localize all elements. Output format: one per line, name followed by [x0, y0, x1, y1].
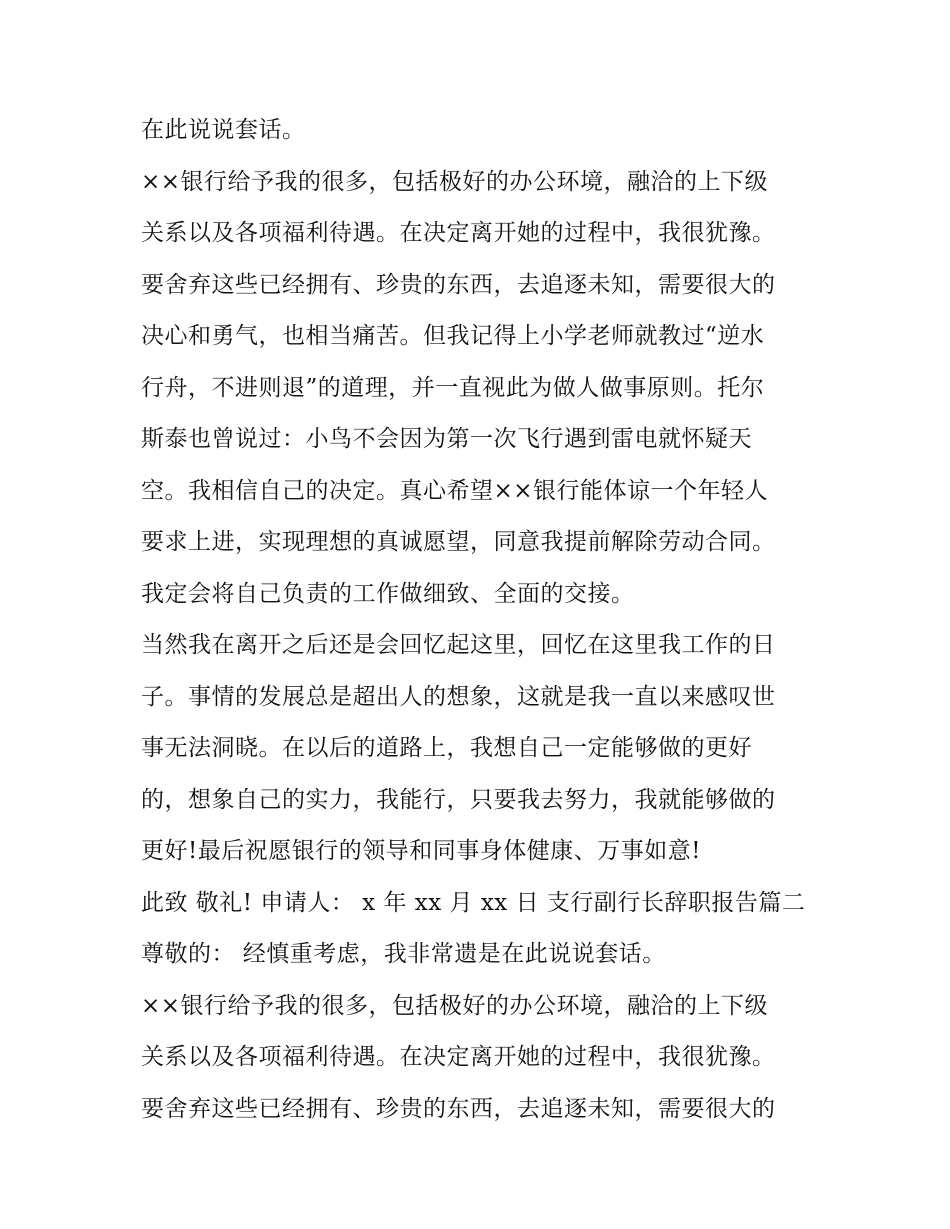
text-line: 事无法洞晓。在以后的道路上，我想自己一定能够做的更好	[141, 735, 752, 761]
text-line: 子。事情的发展总是超出人的想象，这就是我一直以来感叹世	[141, 683, 776, 710]
text-line: 此致 敬礼! 申请人： x 年 xx 月 xx 日 支行副行长辞职报告篇二	[141, 889, 806, 916]
text-line: 关系以及各项福利待遇。在决定离开她的过程中，我很犹豫。	[141, 220, 776, 246]
text-line: 斯泰也曾说过：小鸟不会因为第一次飞行遇到雷电就怀疑天	[141, 426, 752, 452]
text-line: 要舍弃这些已经拥有、珍贵的东西，去追逐未知，需要很大的	[141, 1095, 776, 1122]
text-line: 当然我在离开之后还是会回忆起这里，回忆在这里我工作的日	[141, 632, 776, 658]
text-line: 尊敬的： 经慎重考虑，我非常遗是在此说说套话。	[141, 941, 666, 967]
text-line: 在此说说套话。	[141, 117, 306, 143]
text-line: 空。我相信自己的决定。真心希望××银行能体谅一个年轻人	[141, 477, 769, 504]
text-line: 决心和勇气，也相当痛苦。但我记得上小学老师就教过“逆水	[141, 323, 765, 349]
text-line: 行舟，不进则退”的道理，并一直视此为做人做事原则。托尔	[141, 374, 765, 401]
text-line: 要舍弃这些已经拥有、珍贵的东西，去追逐未知，需要很大的	[141, 271, 776, 298]
text-line: ××银行给予我的很多，包括极好的办公环境，融洽的上下级	[141, 168, 769, 195]
document-body	[141, 105, 821, 1135]
text-line: 更好!最后祝愿银行的领导和同事身体健康、万事如意!	[141, 838, 701, 864]
text-line: 要求上进，实现理想的真诚愿望，同意我提前解除劳动合同。	[141, 529, 776, 555]
text-line: 我定会将自己负责的工作做细致、全面的交接。	[141, 580, 635, 607]
text-line: ××银行给予我的很多，包括极好的办公环境，融洽的上下级	[141, 992, 769, 1019]
text-line: 的，想象自己的实力，我能行，只要我去努力，我就能够做的	[141, 786, 776, 813]
text-line: 关系以及各项福利待遇。在决定离开她的过程中，我很犹豫。	[141, 1044, 776, 1070]
